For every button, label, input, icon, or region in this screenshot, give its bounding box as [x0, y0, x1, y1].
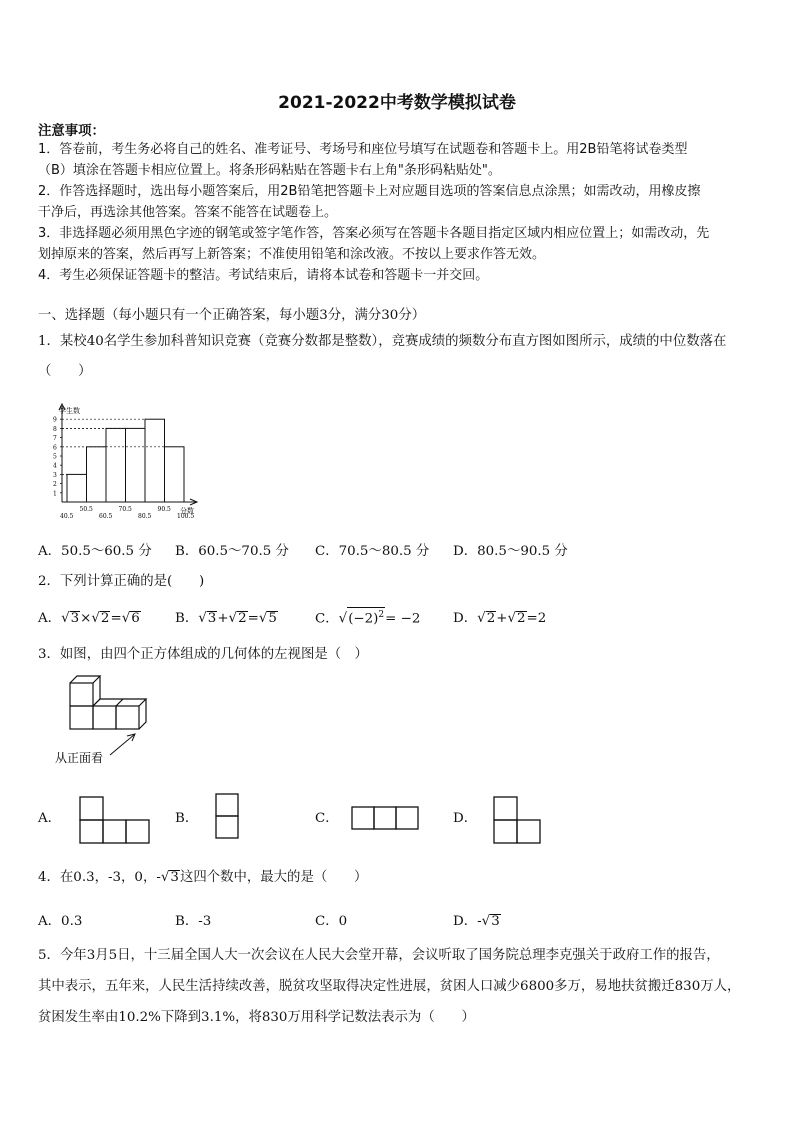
- notice-line: 干净后，再选涂其他答案。答案不能答在试题卷上。: [38, 205, 338, 220]
- front-face: [70, 683, 93, 706]
- radicand: 6: [131, 611, 140, 626]
- q3-option-c-letter[interactable]: C．: [315, 811, 339, 826]
- y-axis-label: 学生数: [59, 407, 80, 415]
- stem-text: 4．在0.3，-3，0，-: [38, 870, 161, 885]
- question-5-line: 其中表示，五年来，人民生活持续改善，脱贫攻坚取得决定性进展，贫困人口减少6800多万，易地扶贫搬迁830万人，: [38, 979, 741, 994]
- option-text: D．-: [453, 914, 482, 929]
- radicand: 2: [238, 611, 247, 626]
- operator: +: [217, 611, 229, 626]
- question-2-stem: 2．下列计算正确的是( ): [38, 574, 205, 589]
- x-tick-label: 90.5: [157, 506, 171, 513]
- sqrt-sign: √: [121, 611, 131, 626]
- histogram-bar: [145, 419, 165, 502]
- sqrt-sign: √: [228, 611, 238, 626]
- question-1-bracket: （ ）: [38, 364, 92, 379]
- question-3-stem: 3．如图，由四个正方体组成的几何体的左视图是（ ）: [38, 647, 368, 662]
- y-tick-label: 1: [53, 490, 57, 498]
- y-tick-label: 5: [53, 453, 57, 461]
- q1-option-c[interactable]: C．70.5～80.5 分: [315, 544, 430, 559]
- sqrt-sign: √: [338, 611, 348, 627]
- q3-option-a-letter[interactable]: A．: [38, 811, 62, 826]
- question-5-line: 贫困发生率由10.2%下降到3.1%，将830万用科学记数法表示为（ ）: [38, 1010, 475, 1025]
- radicand: 2: [486, 611, 496, 626]
- histogram-chart: [40, 398, 210, 524]
- y-tick-label: 4: [53, 462, 57, 470]
- notice-line: （B）填涂在答题卡相应位置上。将条形码粘贴在答题卡右上角"条形码粘贴处"。: [38, 163, 501, 178]
- sqrt-sign: √: [258, 611, 268, 626]
- radicand: 3: [70, 611, 80, 626]
- page-title: 2021-2022中考数学模拟试卷: [278, 93, 516, 113]
- stem-text: 这四个数中，最大的是（ ）: [179, 870, 368, 885]
- option-letter: A．: [38, 611, 62, 626]
- q3-option-c-figure[interactable]: [350, 805, 422, 833]
- sqrt-sign: √: [160, 870, 170, 885]
- question-5-line: 5．今年3月5日，十三届全国人大一次会议在人民大会堂开幕，会议听取了国务院总理李克强关于政府工作的报告，: [38, 948, 720, 963]
- q3-option-b-letter[interactable]: B．: [175, 811, 199, 826]
- notice-line: 4．考生必须保证答题卡的整洁。考试结束后，请将本试卷和答题卡一并交回。: [38, 268, 489, 283]
- y-tick-label: 7: [53, 435, 57, 443]
- q3-option-d-letter[interactable]: D．: [453, 811, 478, 826]
- q4-option-c[interactable]: C．0: [315, 914, 348, 929]
- sqrt-sign: √: [198, 611, 207, 626]
- radicand: 3: [491, 914, 500, 929]
- q4-option-b[interactable]: B．-3: [175, 914, 212, 929]
- y-tick-label: 8: [53, 425, 57, 433]
- side-face: [139, 699, 146, 729]
- notice-heading: 注意事项：: [38, 124, 105, 139]
- notice-line: 划掉原来的答案，然后再写上新答案；不准使用铅笔和涂改液。不按以上要求作答无效。: [38, 247, 546, 262]
- question-1-stem: 1．某校40名学生参加科普知识竞赛（竞赛分数都是整数），竞赛成绩的频数分布直方图如图所示，成绩的中位数落在: [38, 334, 727, 349]
- histogram-bar: [106, 428, 126, 502]
- sqrt-sign: √: [481, 914, 491, 929]
- y-tick-label: 3: [53, 471, 57, 479]
- radicand: 3: [170, 870, 179, 885]
- q2-option-c[interactable]: [315, 607, 420, 626]
- histogram-bar: [67, 474, 87, 502]
- y-tick-label: 2: [53, 481, 57, 489]
- q2-option-d[interactable]: [453, 607, 546, 626]
- top-face: [70, 676, 100, 683]
- x-tick-label: 70.5: [118, 506, 132, 513]
- radicand-base: (−2): [348, 611, 379, 627]
- histogram-bar: [87, 447, 107, 502]
- radicand: 3: [207, 611, 217, 626]
- q2-option-b[interactable]: [175, 607, 278, 626]
- sqrt-sign: √: [61, 611, 70, 626]
- x-axis-label: 分数: [180, 507, 194, 515]
- histogram-bar: [126, 428, 146, 502]
- x-tick-label: 40.5: [60, 513, 74, 520]
- y-tick-label: 6: [53, 444, 57, 452]
- operator: ×: [80, 611, 92, 626]
- q4-option-a[interactable]: A．0.3: [38, 914, 83, 929]
- radicand: 5: [268, 611, 277, 626]
- q2-option-a[interactable]: [38, 607, 141, 626]
- equals: = −2: [385, 611, 421, 627]
- q4-option-d[interactable]: [453, 910, 501, 929]
- question-4-stem: [38, 868, 367, 888]
- sqrt-sign: √: [507, 611, 516, 626]
- option-letter: B．: [175, 611, 199, 626]
- option-letter: D．: [453, 611, 478, 626]
- view-arrow: [110, 734, 135, 755]
- sqrt-sign: √: [91, 611, 100, 626]
- operator: +: [496, 611, 508, 626]
- x-tick-label: 100.5: [177, 513, 195, 520]
- front-face: [70, 706, 93, 729]
- option-letter: C．: [315, 611, 339, 627]
- notice-line: 1．答卷前，考生务必将自己的姓名、准考证号、考场号和座位号填写在试题卷和答题卡上。用2B铅笔将试卷类型: [38, 142, 688, 157]
- equals: =2: [526, 611, 547, 626]
- q3-option-b-figure[interactable]: [214, 792, 240, 842]
- q3-option-a-figure[interactable]: [78, 795, 150, 847]
- cube-solid-figure: [55, 670, 175, 775]
- exponent: 2: [378, 610, 385, 620]
- q1-option-d[interactable]: D．80.5～90.5 分: [453, 544, 568, 559]
- equals: =: [110, 611, 122, 626]
- q3-option-d-figure[interactable]: [492, 795, 544, 847]
- y-tick-label: 9: [53, 416, 57, 424]
- notice-line: 2．作答选择题时，选出每小题答案后，用2B铅笔把答题卡上对应题目选项的答案信息点涂黑；如需改动，用橡皮擦: [38, 184, 701, 199]
- sqrt-sign: √: [477, 611, 486, 626]
- section-heading: 一、选择题（每小题只有一个正确答案，每小题3分，满分30分）: [38, 308, 426, 323]
- equals: =: [247, 611, 259, 626]
- view-label: 从正面看: [55, 751, 104, 765]
- notice-line: 3．非选择题必须用黑色字迹的钢笔或签字笔作答，答案必须写在答题卡各题目指定区域内相应位置上；如需改动，先: [38, 226, 710, 241]
- x-tick-label: 50.5: [79, 506, 93, 513]
- x-tick-label: 60.5: [99, 513, 113, 520]
- radicand: 2: [100, 611, 110, 626]
- side-face: [93, 676, 100, 706]
- radicand: [347, 607, 385, 626]
- histogram-bar: [165, 447, 185, 502]
- front-face: [93, 706, 116, 729]
- x-tick-label: 80.5: [138, 513, 152, 520]
- radicand: 2: [517, 611, 526, 626]
- front-face: [116, 706, 139, 729]
- q1-option-a[interactable]: A．50.5～60.5 分: [38, 544, 152, 559]
- q1-option-b[interactable]: B．60.5～70.5 分: [175, 544, 289, 559]
